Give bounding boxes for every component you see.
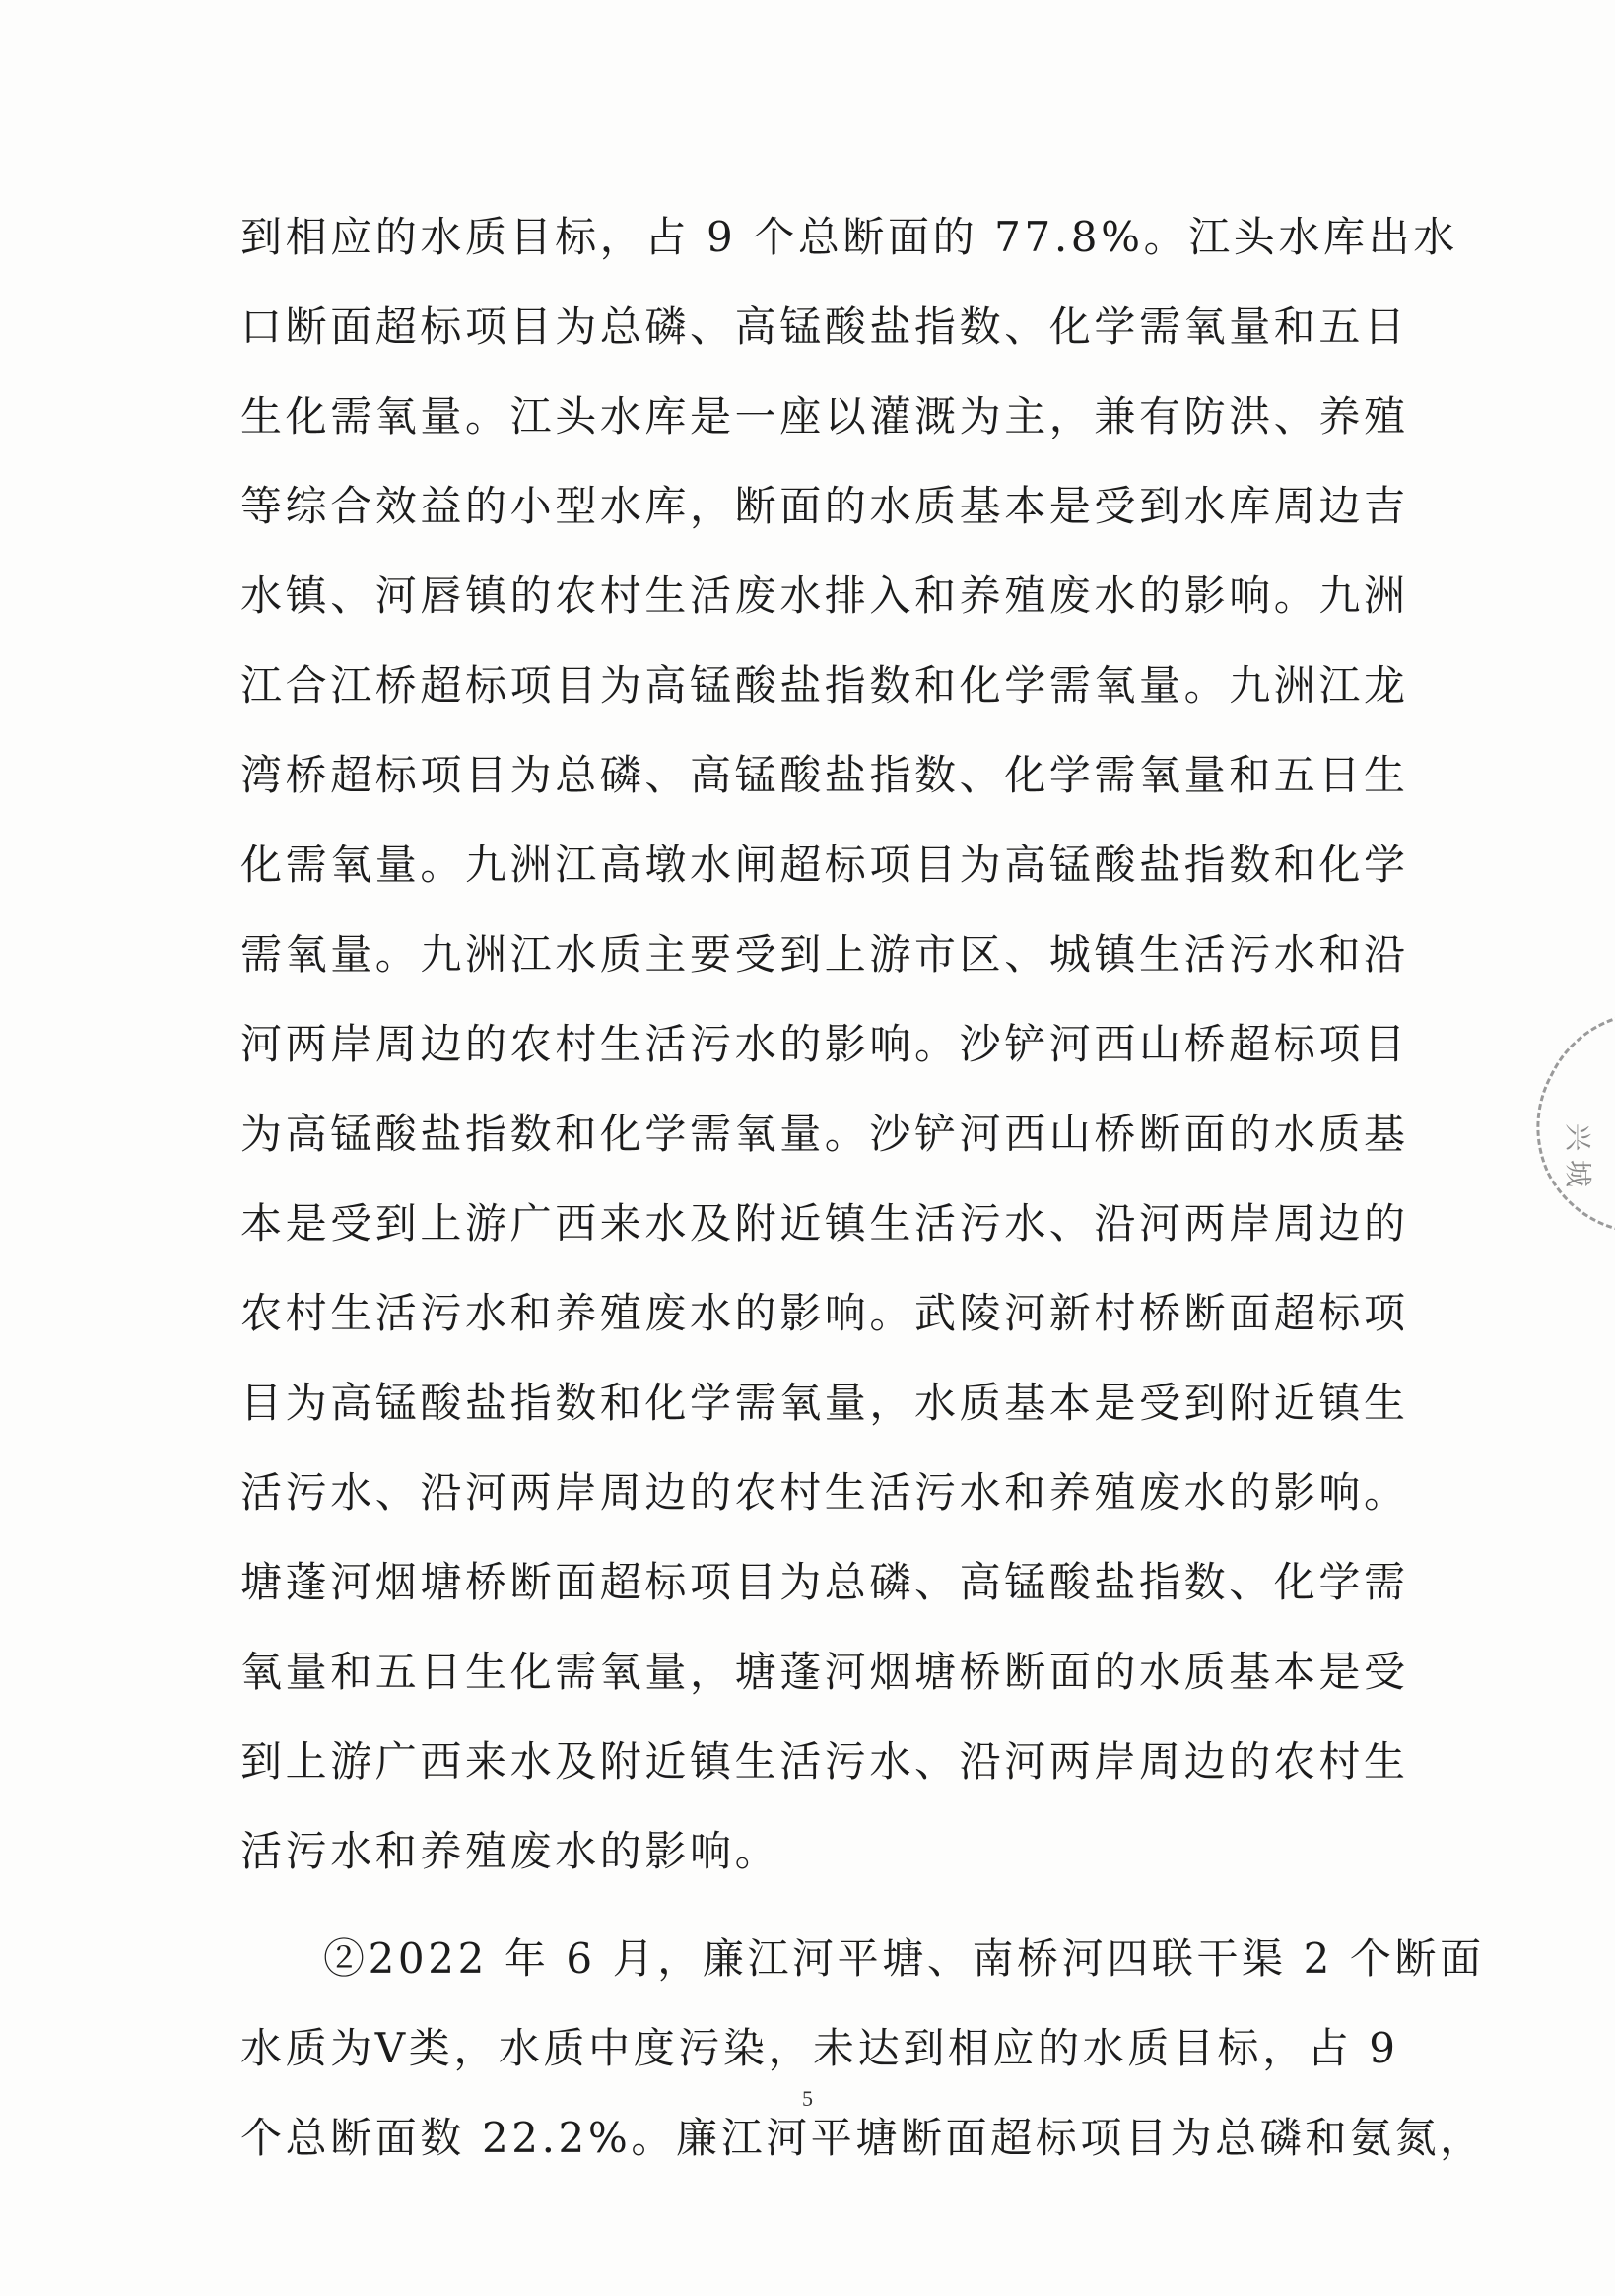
text-line: 江合江桥超标项目为高锰酸盐指数和化学需氧量。九洲江龙 bbox=[240, 661, 1409, 709]
body-text bbox=[240, 192, 1485, 2183]
text-line: 个总断面数 22.2%。廉江河平塘断面超标项目为总磷和氨氮， bbox=[240, 2114, 1485, 2162]
text-line: 为高锰酸盐指数和化学需氧量。沙铲河西山桥断面的水质基 bbox=[240, 1110, 1409, 1158]
text-line: 到相应的水质目标，占 9 个总断面的 77.8%。江头水库出水 bbox=[240, 213, 1458, 261]
text-line: 等综合效益的小型水库，断面的水质基本是受到水库周边吉 bbox=[240, 482, 1409, 530]
text-line: 本是受到上游广西来水及附近镇生活污水、沿河两岸周边的 bbox=[240, 1199, 1409, 1248]
text-line: 活污水和养殖废水的影响。 bbox=[240, 1827, 780, 1875]
seal-stamp bbox=[1522, 1005, 1615, 1242]
text-line: 化需氧量。九洲江高墩水闸超标项目为高锰酸盐指数和化学 bbox=[240, 841, 1409, 889]
page-number: 5 bbox=[802, 2086, 813, 2111]
seal-text: 兴 城 bbox=[1562, 1123, 1594, 1187]
text-line: 水镇、河唇镇的农村生活废水排入和养殖废水的影响。九洲 bbox=[240, 572, 1409, 620]
paragraph-start-line: ②2022 年 6 月，廉江河平塘、南桥河四联干渠 2 个断面 bbox=[323, 1934, 1485, 1983]
text-line: 农村生活污水和养殖废水的影响。武陵河新村桥断面超标项 bbox=[240, 1289, 1409, 1337]
text-line: 湾桥超标项目为总磷、高锰酸盐指数、化学需氧量和五日生 bbox=[240, 751, 1409, 799]
text-line: 塘蓬河烟塘桥断面超标项目为总磷、高锰酸盐指数、化学需 bbox=[240, 1558, 1409, 1606]
text-line: 活污水、沿河两岸周边的农村生活污水和养殖废水的影响。 bbox=[240, 1468, 1409, 1517]
text-line: 口断面超标项目为总磷、高锰酸盐指数、化学需氧量和五日 bbox=[240, 303, 1409, 351]
text-line: 河两岸周边的农村生活污水的影响。沙铲河西山桥超标项目 bbox=[240, 1020, 1409, 1068]
text-line: 生化需氧量。江头水库是一座以灌溉为主，兼有防洪、养殖 bbox=[240, 392, 1409, 440]
text-line: 目为高锰酸盐指数和化学需氧量，水质基本是受到附近镇生 bbox=[240, 1379, 1409, 1427]
text-line: 氧量和五日生化需氧量，塘蓬河烟塘桥断面的水质基本是受 bbox=[240, 1648, 1409, 1696]
text-line: 到上游广西来水及附近镇生活污水、沿河两岸周边的农村生 bbox=[240, 1737, 1409, 1786]
text-line: 需氧量。九洲江水质主要受到上游市区、城镇生活污水和沿 bbox=[240, 930, 1409, 979]
text-line: 水质为Ⅴ类，水质中度污染，未达到相应的水质目标，占 9 bbox=[240, 2024, 1399, 2072]
